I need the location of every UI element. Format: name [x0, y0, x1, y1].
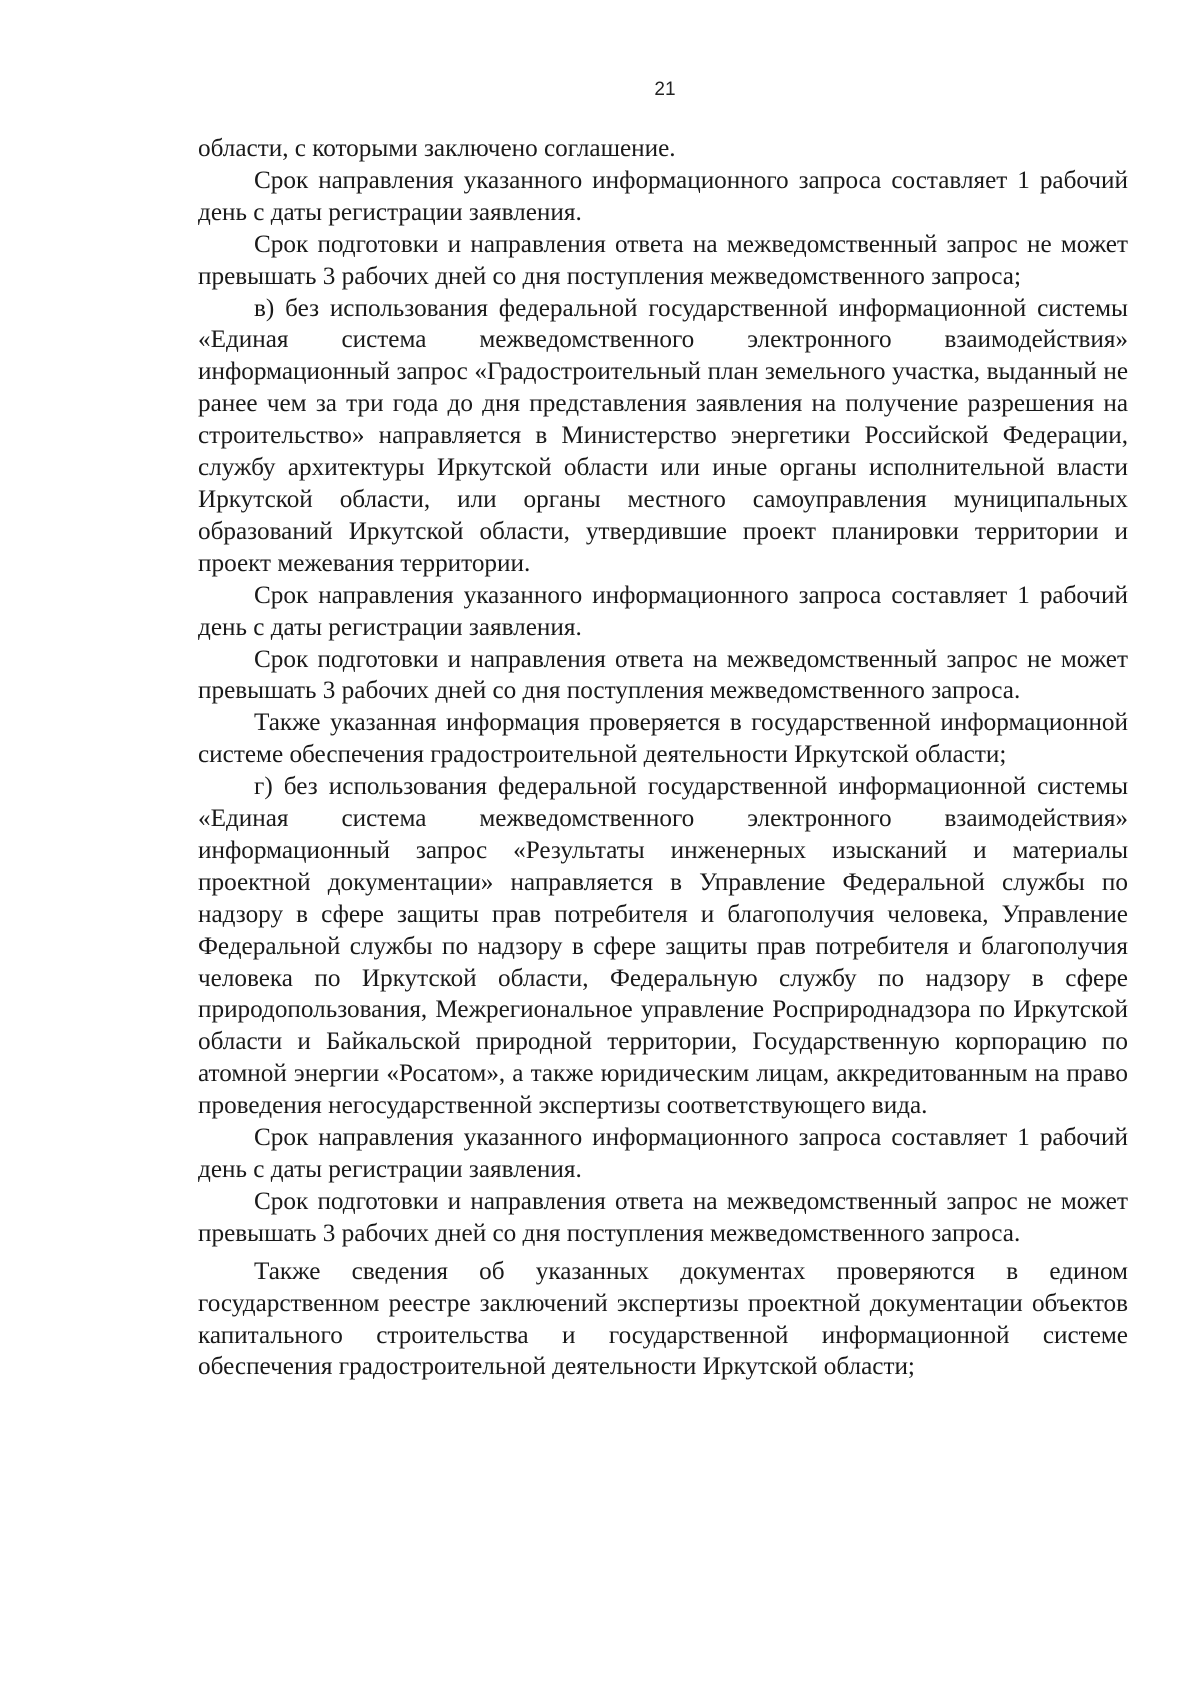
paragraph-response-deadline-2: Срок подготовки и направления ответа на межведомственный запрос не может превышать 3 рабочих дней со дня поступления межведомственного запроса.: [198, 645, 1128, 705]
page-number: 21: [654, 79, 676, 100]
paragraph-verification-2: Также сведения об указанных документах проверяются в едином государственном реестре заключений экспертизы проектной документации объектов капитального строительства и государственной информационной системе обеспечения градостроительной деятельности Иркутской области;: [198, 1257, 1128, 1381]
paragraph-verification-1: Также указанная информация проверяется в государственной информационной системе обеспечения градостроительной деятельности Иркутской области;: [198, 709, 1128, 769]
paragraph-response-deadline-1: Срок подготовки и направления ответа на межведомственный запрос не может превышать 3 рабочих дней со дня поступления межведомственного запроса;: [198, 230, 1128, 290]
paragraph-request-deadline-2: Срок направления указанного информационного запроса составляет 1 рабочий день с даты регистрации заявления.: [198, 581, 1128, 641]
paragraph-request-deadline-1: Срок направления указанного информационного запроса составляет 1 рабочий день с даты регистрации заявления.: [198, 166, 1128, 226]
paragraph-response-deadline-3: Срок подготовки и направления ответа на межведомственный запрос не может превышать 3 рабочих дней со дня поступления межведомственного запроса.: [198, 1187, 1128, 1247]
paragraph-item-g: г) без использования федеральной государственной информационной системы «Единая система межведомственного электронного взаимодействия» информационный запрос «Результаты инженерных изысканий и материалы проектной документации» направляется в Управление Федеральной службы по надзору в сфере защиты прав потребителя и благополучия человека, Управление Федеральной службы по надзору в сфере защиты прав потребителя и благополучия человека по Иркутской области, Федеральную службу по надзору в сфере природопользования, Межрегиональное управление Росприроднадзора по Иркутской области и Байкальской природной территории, Государственную корпорацию по атомной энергии «Росатом», а также юридическим лицам, аккредитованным на право проведения негосударственной экспертизы соответствующего вида.: [198, 773, 1128, 1120]
document-body: [198, 133, 1128, 1383]
paragraph-item-v: в) без использования федеральной государственной информационной системы «Единая система межведомственного электронного взаимодействия» информационный запрос «Градостроительный план земельного участка, выданный не ранее чем за три года до дня представления заявления на получение разрешения на строительство» направляется в Министерство энергетики Российской Федерации, службу архитектуры Иркутской области или иные органы исполнительной власти Иркутской области, или органы местного самоуправления муниципальных образований Иркутской области, утвердившие проект планировки территории и проект межевания территории.: [198, 294, 1128, 577]
paragraph-request-deadline-3: Срок направления указанного информационного запроса составляет 1 рабочий день с даты регистрации заявления.: [198, 1124, 1128, 1183]
paragraph-continuation: области, с которыми заключено соглашение.: [198, 135, 676, 162]
